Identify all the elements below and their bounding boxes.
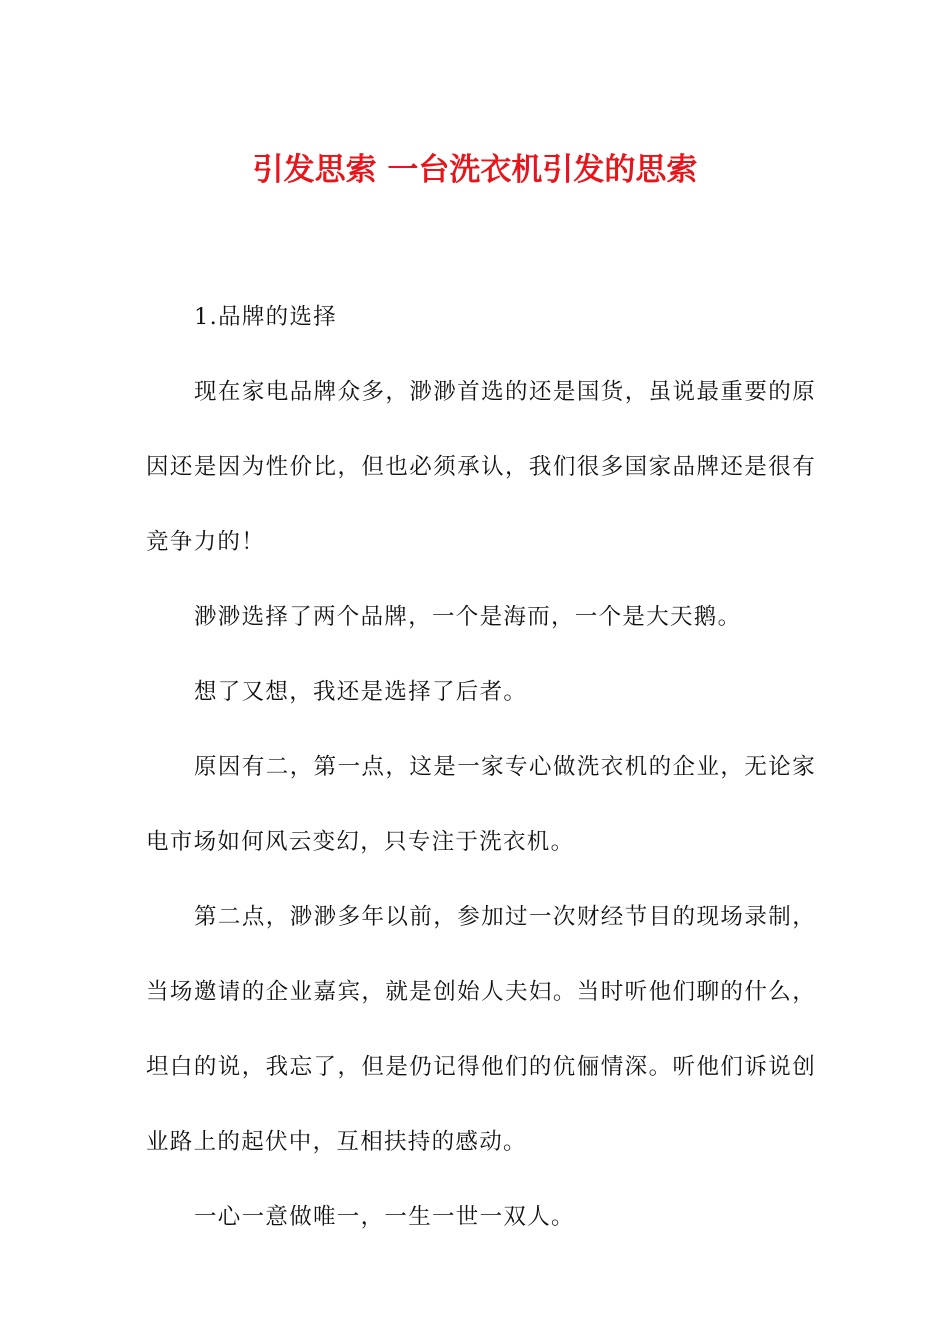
- paragraph: 现在家电品牌众多，渺渺首选的还是国货，虽说最重要的原因还是因为性价比，但也必须承认，我们很多国家品牌还是很有竞争力的！: [146, 379, 816, 555]
- paragraph: 渺渺选择了两个品牌，一个是海而，一个是大天鹅。: [194, 604, 742, 630]
- paragraph: 一心一意做唯一，一生一世一双人。: [194, 1204, 575, 1230]
- paragraph: 想了又想，我还是选择了后者。: [194, 679, 528, 705]
- paragraph-section-heading: 1.品牌的选择: [194, 304, 338, 330]
- document-title: 引发思索 一台洗衣机引发的思索: [252, 152, 698, 188]
- paragraph: 第二点，渺渺多年以前，参加过一次财经节目的现场录制，当场邀请的企业嘉宾，就是创始人夫妇。当时听他们聊的什么，坦白的说，我忘了，但是仍记得他们的伉俪情深。听他们诉说创业路上的起伏中，互相扶持的感动。: [146, 904, 816, 1155]
- document-body: [146, 280, 816, 1255]
- paragraph: 原因有二，第一点，这是一家专心做洗衣机的企业，无论家电市场如何风云变幻，只专注于洗衣机。: [146, 754, 816, 855]
